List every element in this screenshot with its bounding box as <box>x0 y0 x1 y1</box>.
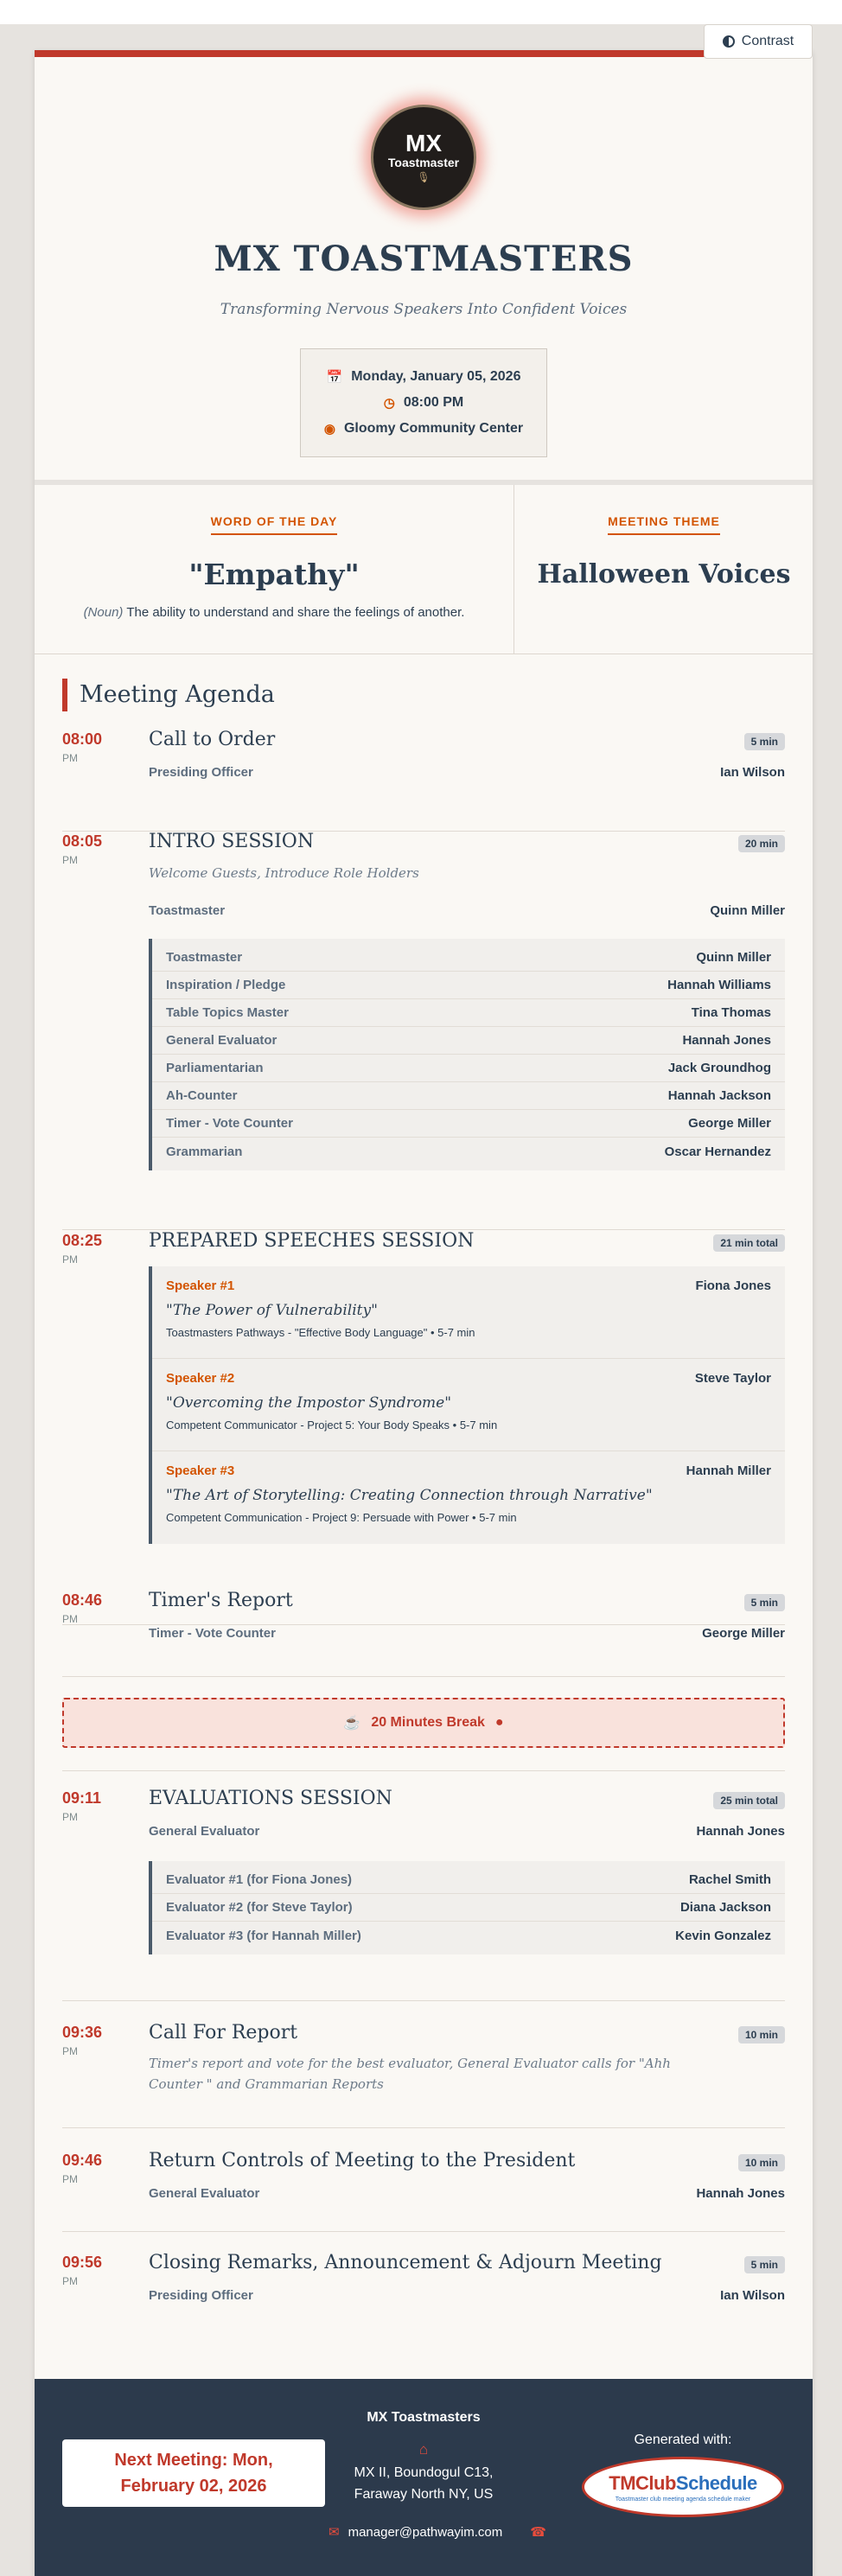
agenda-item-evaluations <box>62 1789 785 2001</box>
speaker-name: Steve Taylor <box>694 1371 771 1386</box>
role-holder-person: Hannah Williams <box>667 978 771 992</box>
role-label: Timer - Vote Counter <box>149 1626 276 1641</box>
role-holder-row <box>152 999 785 1027</box>
evaluators-list <box>149 1861 785 1954</box>
role-row <box>149 2288 785 2303</box>
role-holder-row <box>152 1082 785 1110</box>
speech-title: "The Power of Vulnerability" <box>166 1302 378 1319</box>
break-label: 20 Minutes Break <box>371 1715 485 1730</box>
item-ampm: PM <box>62 2173 78 2185</box>
role-holder-role: Grammarian <box>166 1144 243 1159</box>
role-person: Ian Wilson <box>720 2288 785 2303</box>
agenda-item-call-to-order <box>62 730 785 832</box>
logo-line2: Toastmaster <box>387 156 460 169</box>
agenda-item-prepared-speeches <box>62 1232 785 1625</box>
role-holder-role: General Evaluator <box>166 1033 277 1048</box>
word-definition <box>35 605 513 620</box>
logo-line1: MX <box>405 130 442 156</box>
speaker-number: Speaker #1 <box>166 1278 235 1293</box>
role-row <box>149 1626 785 1641</box>
evaluator-role: Evaluator #1 (for Fiona Jones) <box>166 1872 353 1887</box>
item-ampm: PM <box>62 2045 78 2057</box>
item-ampm: PM <box>62 1613 78 1625</box>
duration-badge: 5 min <box>744 733 785 750</box>
generator-logo-part1: TMClub <box>609 2471 676 2494</box>
duration-badge: 25 min total <box>713 1792 785 1809</box>
role-holder-person: Jack Groundhog <box>667 1061 771 1075</box>
footer-club-name: MX Toastmasters <box>367 2410 481 2425</box>
item-time: 08:25 <box>62 1232 103 1249</box>
home-icon: ⌂ <box>418 2441 429 2458</box>
role-holder-row <box>152 1055 785 1082</box>
duration-badge: 10 min <box>738 2154 785 2171</box>
word-definition-text: The ability to understand and share the feelings of another. <box>123 605 465 620</box>
role-holder-role: Parliamentarian <box>166 1061 264 1075</box>
item-description: Timer's report and vote for the best evaluator, General Evaluator calls for "Ahh Counter " and Grammarian Reports <box>149 2056 671 2092</box>
item-title: Timer's Report <box>149 1590 293 1611</box>
top-band <box>0 0 842 24</box>
duration-badge: 10 min <box>738 2026 785 2044</box>
item-title: Call For Report <box>149 2022 298 2044</box>
item-time: 08:00 <box>62 730 103 748</box>
item-title: PREPARED SPEECHES SESSION <box>149 1230 475 1252</box>
role-holder-person: Tina Thomas <box>691 1005 771 1020</box>
agenda-heading: Meeting Agenda <box>62 679 275 711</box>
role-holder-role: Ah-Counter <box>166 1088 238 1103</box>
header <box>35 57 813 485</box>
evaluator-person: Diana Jackson <box>679 1900 771 1915</box>
role-holder-row <box>152 944 785 972</box>
generator-logo-part2: Schedule <box>675 2471 757 2494</box>
item-description: Welcome Guests, Introduce Role Holders <box>149 865 419 881</box>
meeting-theme-value: Halloween Voices <box>537 559 791 590</box>
word-theme-section <box>35 485 813 654</box>
next-meeting-box: Next Meeting: Mon, February 02, 2026 <box>62 2439 325 2507</box>
word-type: (Noun) <box>83 605 124 620</box>
word-of-the-day-word: "Empathy" <box>188 558 360 591</box>
page-subtitle: Transforming Nervous Speakers Into Confident Voices <box>220 301 628 318</box>
break-banner <box>62 1698 785 1748</box>
meeting-location: Gloomy Community Center <box>343 421 524 436</box>
page-title: MX TOASTMASTERS <box>214 239 634 279</box>
duration-badge: 5 min <box>744 1594 785 1611</box>
calendar-icon: 📅 <box>326 370 343 385</box>
role-row <box>149 1824 785 1839</box>
generator-logo-tagline: Toastmaster club meeting agenda schedule maker <box>615 2496 751 2503</box>
item-time: 09:46 <box>62 2152 103 2169</box>
role-holder-row <box>152 1027 785 1055</box>
agenda-item-return-controls <box>62 2152 785 2232</box>
evaluator-role: Evaluator #2 (for Steve Taylor) <box>166 1900 353 1915</box>
generator-logo[interactable] <box>582 2457 784 2517</box>
speech-title: "Overcoming the Impostor Syndrome" <box>166 1394 452 1412</box>
contrast-button[interactable] <box>704 24 813 59</box>
item-time: 08:46 <box>62 1591 103 1609</box>
duration-badge: 5 min <box>744 2256 785 2273</box>
role-person: Hannah Jones <box>696 1824 785 1839</box>
speaker-number: Speaker #3 <box>166 1463 235 1478</box>
meeting-theme-label: MEETING THEME <box>608 514 720 535</box>
role-row <box>149 765 785 780</box>
envelope-icon: ✉ <box>329 2525 340 2540</box>
speech-project: Toastmasters Pathways - "Effective Body Language" • 5-7 min <box>166 1326 475 1339</box>
footer-contact <box>329 2524 588 2540</box>
evaluator-person: Kevin Gonzalez <box>675 1928 771 1943</box>
item-time: 08:05 <box>62 832 103 850</box>
role-label: General Evaluator <box>149 1824 260 1839</box>
role-holder-person: Quinn Miller <box>696 950 771 965</box>
item-title: Return Controls of Meeting to the President <box>149 2150 576 2171</box>
role-label: Presiding Officer <box>149 2288 253 2303</box>
item-title: Closing Remarks, Announcement & Adjourn Meeting <box>149 2252 662 2273</box>
evaluator-row <box>152 1922 785 1949</box>
evaluator-row <box>152 1866 785 1894</box>
duration-badge: 20 min <box>738 835 785 852</box>
item-ampm: PM <box>62 752 78 764</box>
footer-email[interactable]: manager@pathwayim.com <box>348 2524 503 2540</box>
word-of-the-day-label: WORD OF THE DAY <box>211 514 338 535</box>
agenda-item-intro-session <box>62 832 785 1230</box>
speech-title: "The Art of Storytelling: Creating Connection through Narrative" <box>166 1487 653 1504</box>
footer-address: MX II, Boundogul C13, Faraway North NY, US <box>354 2465 494 2502</box>
agenda-item-timers-report <box>62 1591 785 1677</box>
role-label: Presiding Officer <box>149 765 253 780</box>
item-ampm: PM <box>62 1253 78 1266</box>
role-row <box>149 903 785 918</box>
speaker-entry <box>152 1266 785 1359</box>
role-person: Ian Wilson <box>720 765 785 780</box>
meeting-date: Monday, January 05, 2026 <box>351 369 521 384</box>
role-person: George Miller <box>702 1626 785 1641</box>
item-time: 09:56 <box>62 2254 103 2271</box>
item-ampm: PM <box>62 854 78 866</box>
agenda-card <box>35 50 813 2576</box>
item-time: 09:36 <box>62 2024 103 2041</box>
meeting-time-row <box>384 395 463 411</box>
role-holders-list <box>149 939 785 1170</box>
role-holder-role: Table Topics Master <box>166 1005 289 1020</box>
role-holder-person: Hannah Jones <box>682 1033 771 1048</box>
item-time: 09:11 <box>62 1789 102 1807</box>
duration-badge: 21 min total <box>713 1234 785 1252</box>
evaluator-row <box>152 1894 785 1922</box>
role-holder-person: Hannah Jackson <box>667 1088 771 1103</box>
speaker-name: Hannah Miller <box>686 1463 771 1478</box>
role-holder-role: Inspiration / Pledge <box>166 978 286 992</box>
evaluator-role: Evaluator #3 (for Hannah Miller) <box>166 1928 361 1943</box>
item-title: INTRO SESSION <box>149 831 315 852</box>
speaker-number: Speaker #2 <box>166 1371 235 1386</box>
role-holder-row <box>152 972 785 999</box>
item-title: Call to Order <box>149 729 276 750</box>
speech-project: Competent Communicator - Project 5: Your Body Speaks • 5-7 min <box>166 1419 498 1431</box>
meeting-date-row <box>327 369 521 385</box>
speech-project: Competent Communication - Project 9: Persuade with Power • 5-7 min <box>166 1511 517 1524</box>
item-title: EVALUATIONS SESSION <box>149 1788 392 1809</box>
map-pin-icon: ◉ <box>323 422 335 437</box>
agenda-item-closing-remarks <box>62 2254 785 2314</box>
role-holder-person: George Miller <box>688 1116 771 1131</box>
accent-bar <box>35 50 709 57</box>
cookie-icon: ● <box>494 1715 504 1730</box>
coffee-icon: ☕ <box>343 1716 361 1731</box>
role-label: General Evaluator <box>149 2186 260 2201</box>
speaker-entry <box>152 1451 785 1544</box>
role-person: Quinn Miller <box>710 903 785 918</box>
divider <box>62 1770 785 1771</box>
word-of-the-day <box>35 485 514 654</box>
evaluator-person: Rachel Smith <box>688 1872 771 1887</box>
role-holder-row <box>152 1110 785 1138</box>
contrast-icon <box>723 35 735 48</box>
role-holder-role: Timer - Vote Counter <box>166 1116 293 1131</box>
speaker-name: Fiona Jones <box>695 1278 771 1293</box>
meeting-time: 08:00 PM <box>403 395 464 410</box>
role-person: Hannah Jones <box>696 2186 785 2201</box>
speakers-list <box>149 1266 785 1544</box>
role-holder-role: Toastmaster <box>166 950 243 965</box>
role-holder-person: Oscar Hernandez <box>664 1144 771 1159</box>
meeting-theme <box>515 485 813 654</box>
clock-icon: ◷ <box>383 396 395 411</box>
generated-with-label: Generated with: <box>634 2433 732 2447</box>
role-row <box>149 2186 785 2201</box>
microphone-icon: 🎙 <box>417 171 431 183</box>
role-holder-row <box>152 1138 785 1165</box>
item-ampm: PM <box>62 2275 78 2287</box>
agenda-item-call-for-report <box>62 2024 785 2128</box>
footer <box>35 2379 813 2576</box>
role-label: Toastmaster <box>149 903 226 918</box>
speaker-entry <box>152 1359 785 1451</box>
item-ampm: PM <box>62 1811 78 1823</box>
generator-logo-text <box>609 2472 756 2495</box>
phone-icon[interactable]: ☎ <box>530 2525 546 2540</box>
meeting-info-box <box>300 348 547 457</box>
club-logo <box>371 105 476 210</box>
meeting-location-row <box>324 421 523 437</box>
contrast-label: Contrast <box>741 34 794 48</box>
